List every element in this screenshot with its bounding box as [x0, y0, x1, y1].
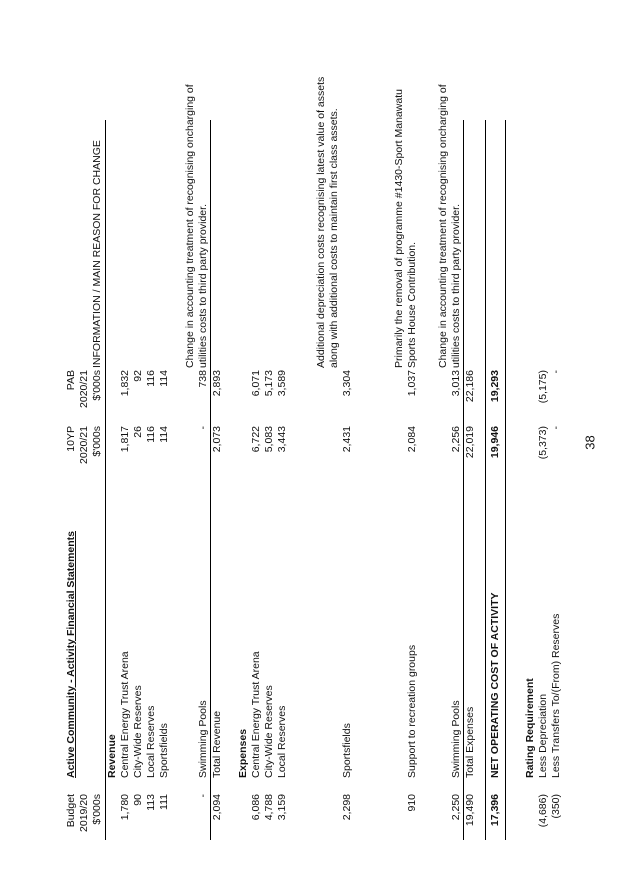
pab-header-3: $'000s	[91, 370, 103, 401]
expense-row-label: Support to recreation groups	[406, 644, 418, 778]
page-number: 38	[582, 435, 598, 450]
expense-row-lyp: 3,443	[276, 426, 288, 453]
revenue-row-lyp: 114	[158, 426, 170, 443]
revenue-row-label: Local Reserves	[145, 705, 157, 778]
total-expenses-budget: 19,490	[464, 794, 476, 827]
expense-row-lyp: 2,431	[341, 426, 353, 453]
total-expenses-pab: 22,186	[464, 370, 476, 403]
revenue-heading: Revenue	[106, 734, 118, 778]
revenue-row-label: Sportsfields	[158, 723, 170, 778]
expense-row-lyp: 5,083	[263, 426, 275, 453]
total-revenue-pab: 2,893	[211, 370, 223, 397]
revenue-row-label: City-Wide Reserves	[132, 685, 144, 778]
revenue-row-pab: 92	[132, 370, 144, 382]
expense-row-pab: 5,173	[263, 370, 275, 397]
rating-row-pab: (5,175)	[537, 370, 549, 404]
expense-row-pab: 3,304	[341, 370, 353, 397]
net-cost-pab: 19,293	[489, 370, 501, 403]
pab-header-1: PAB	[65, 370, 77, 391]
rotated-statement	[40, 40, 600, 840]
revenue-row-pab: 114	[158, 370, 170, 387]
rating-row-lyp: -	[550, 426, 562, 430]
expense-row-budget: 2,250	[450, 794, 462, 821]
lyp-header-2: 2020/21	[78, 426, 90, 464]
rating-row-label: Less Depreciation	[537, 693, 549, 778]
revenue-row-lyp: 1,817	[119, 426, 131, 453]
expense-row-label: Swimming Pools	[450, 700, 462, 778]
expense-row-budget: 4,788	[263, 794, 275, 821]
total-expenses-label: Total Expenses	[464, 706, 476, 778]
expense-row-reason: Primarily the removal of programme #1430-Sport Manawatu Sports House Contribution.	[393, 89, 418, 368]
expense-row-budget: 3,159	[276, 794, 288, 821]
revenue-row-pab: 738	[197, 370, 209, 388]
expense-row-label: Central Energy Trust Arena	[250, 651, 262, 778]
pab-header-2: 2020/21	[78, 370, 90, 408]
net-cost-budget: 17,396	[489, 794, 501, 827]
total-revenue-lyp: 2,073	[211, 426, 223, 453]
expense-row-budget: 2,298	[341, 794, 353, 821]
expense-row-lyp: 2,256	[450, 426, 462, 453]
revenue-row-lyp: 26	[132, 426, 144, 438]
header-underline	[105, 120, 106, 840]
total-revenue-label: Total Revenue	[211, 710, 223, 778]
rating-row-lyp: (5,373)	[537, 426, 549, 460]
expense-row-pab: 1,037	[406, 370, 418, 397]
expense-row-pab: 6,071	[250, 370, 262, 397]
revenue-row-label: Swimming Pools	[197, 700, 209, 778]
statement-title: Active Community - Activity Financial Statements	[65, 530, 77, 778]
expenses-heading: Expenses	[237, 728, 249, 778]
expense-row-label: City-Wide Reserves	[263, 685, 275, 778]
reason-header: INFORMATION / MAIN REASON FOR CHANGE	[91, 140, 103, 368]
rating-row-pab: -	[550, 370, 562, 374]
expense-row-label: Sportsfields	[341, 723, 353, 778]
revenue-row-budget: 113	[145, 794, 157, 811]
revenue-row-pab: 1,832	[119, 370, 131, 397]
net-top-line	[485, 120, 486, 840]
expense-row-pab: 3,589	[276, 370, 288, 397]
rating-row-budget: (350)	[550, 794, 562, 819]
budget-header-1: Budget	[65, 794, 77, 828]
revenue-row-budget: 1,780	[119, 794, 131, 821]
budget-header-3: $'000s	[91, 794, 103, 825]
expense-row-reason: Additional depreciation costs recognising latest value of assets along with additional costs to maintain first class assets.	[315, 76, 340, 368]
rating-row-label: Less Transfers To/(From) Reserves	[550, 613, 562, 778]
revenue-row-budget: -	[197, 794, 209, 798]
expense-row-label: Local Reserves	[276, 705, 288, 778]
budget-header-2: 2019/20	[78, 794, 90, 832]
expense-row-lyp: 2,084	[406, 426, 418, 453]
total-expenses-lyp: 22,019	[464, 426, 476, 459]
expense-row-lyp: 6,722	[250, 426, 262, 453]
revenue-row-budget: 90	[132, 794, 144, 806]
rating-heading: Rating Requirement	[524, 678, 536, 778]
revenue-row-lyp: 116	[145, 426, 157, 443]
revenue-row-label: Central Energy Trust Arena	[119, 651, 131, 778]
net-bottom-line	[505, 120, 506, 840]
expense-row-budget: 6,086	[250, 794, 262, 821]
revenue-row-lyp: -	[197, 426, 209, 430]
rating-row-budget: (4,686)	[537, 794, 549, 828]
total-revenue-budget: 2,094	[211, 794, 223, 821]
revenue-row-reason: Change in accounting treatment of recognising oncharging of utilities costs to third party provider.	[184, 84, 209, 368]
net-cost-lyp: 19,946	[489, 426, 501, 459]
lyp-header-3: $'000s	[91, 426, 103, 457]
expense-row-reason: Change in accounting treatment of recognising oncharging of utilities costs to third party provider.	[437, 84, 462, 368]
net-cost-label: NET OPERATING COST OF ACTIVITY	[489, 592, 501, 778]
revenue-row-pab: 116	[145, 370, 157, 387]
expense-row-budget: 910	[406, 794, 418, 812]
lyp-header-1: 10YP	[65, 426, 77, 452]
revenue-row-budget: 111	[158, 794, 170, 810]
expense-row-pab: 3,013	[450, 370, 462, 397]
